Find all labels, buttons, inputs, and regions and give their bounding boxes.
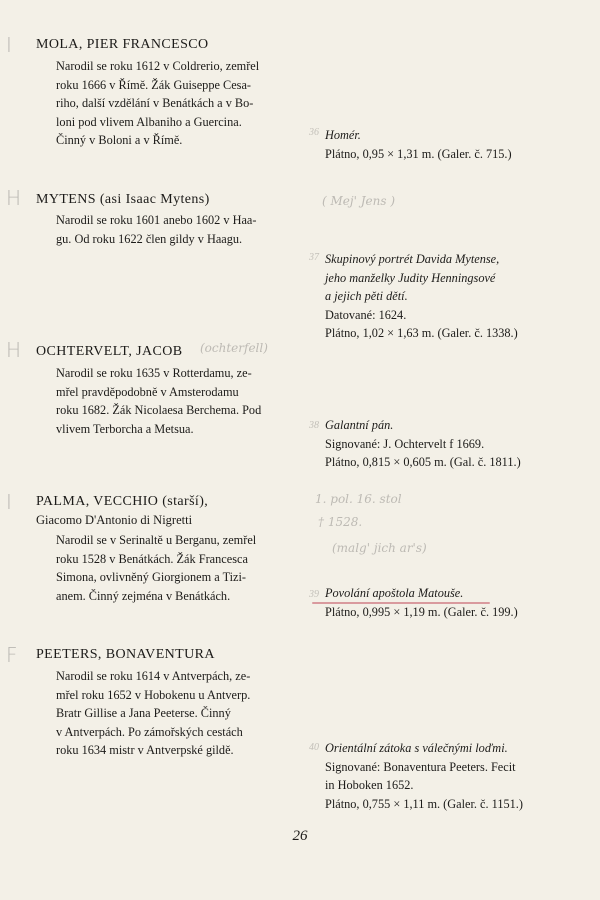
handwritten-note: ( Mej' Jens )	[322, 194, 396, 208]
artist-bio: Narodil se roku 1635 v Rotterdamu, ze- mřel pravděpodobně v Amsterodamu roku 1682. Žák Nicolaesa Berchema. Pod vlivem Terborcha a Metsua.	[56, 366, 262, 436]
artwork-info: Orientální zátoka s válečnými loďmi. Signované: Bonaventura Peeters. Fecit in Hoboken 1652. Plátno, 0,755 × 1,11 m. (Galer. č. 1151.)	[325, 741, 523, 811]
margin-mark: H	[6, 186, 22, 210]
margin-mark: F	[6, 643, 18, 667]
handwritten-note: 1. pol. 16. stol	[315, 492, 402, 506]
artist-bio: Narodil se v Serinaltě u Berganu, zemřel roku 1528 v Benátkách. Žák Francesca Simona, ovlivněný Giorgionem a Tizi- anem. Činný zejména v Benátkách.	[56, 533, 257, 603]
margin-mark: I	[6, 33, 12, 57]
artwork-details: Plátno, 0,95 × 1,31 m. (Galer. č. 715.)	[325, 146, 512, 161]
handwritten-note: † 1528.	[318, 515, 363, 529]
artist-name: OCHTERVELT, JACOB	[36, 344, 183, 359]
margin-mark: H	[6, 338, 22, 362]
artist-bio: Narodil se roku 1614 v Antverpách, ze- mřel roku 1652 v Hobokenu u Antverp. Bratr Gillise a Jana Peeterse. Činný v Antverpách. Po zámořských cestách roku 1634 mistr v Antverpské gildě.	[56, 669, 251, 758]
page-number: 26	[292, 828, 308, 844]
artist-name: MYTENS (asi Isaac Mytens)	[36, 192, 210, 207]
artwork-info	[325, 126, 587, 163]
artist-bio: Narodil se roku 1612 v Coldrerio, zemřel roku 1666 v Římě. Žák Guiseppe Cesa- riho, další vzdělání v Benátkách a v Bo- loni pod vlivem Albaniho a Guercina. Činný v Boloni a v Římě.	[56, 59, 260, 148]
catalog-number: 37	[309, 252, 319, 263]
margin-mark: I	[6, 490, 12, 514]
catalog-number: 38	[309, 420, 319, 431]
catalog-number: 40	[309, 742, 319, 753]
artist-name: PEETERS, BONAVENTURA	[36, 647, 215, 662]
handwritten-note: (ochterfell)	[200, 341, 268, 355]
artwork-info: Galantní pán. Signované: J. Ochtervelt f 1669. Plátno, 0,815 × 0,605 m. (Gal. č. 1811.)	[325, 418, 521, 470]
artwork-info: Povolání apoštola Matouše. Plátno, 0,995 × 1,19 m. (Galer. č. 199.)	[325, 586, 518, 619]
artist-name: PALMA, VECCHIO (starší),	[36, 494, 209, 509]
artist-full-name: Giacomo D'Antonio di Nigretti	[36, 513, 193, 527]
pencil-underline	[312, 602, 490, 604]
artwork-title: Homér.	[325, 128, 361, 142]
artist-name: MOLA, PIER FRANCESCO	[36, 37, 209, 52]
catalog-number: 36	[309, 127, 319, 138]
artwork-info: Skupinový portrét Davida Mytense, jeho manželky Judity Henningsové a jejich pěti dětí. Datované: 1624. Plátno, 1,02 × 1,63 m. (Galer. č. 1338.)	[325, 252, 518, 341]
handwritten-note: (malg' jich ar's)	[332, 541, 427, 555]
artist-bio: Narodil se roku 1601 anebo 1602 v Haa- gu. Od roku 1622 člen gildy v Haagu.	[56, 213, 257, 246]
catalog-number: 39	[309, 589, 319, 600]
